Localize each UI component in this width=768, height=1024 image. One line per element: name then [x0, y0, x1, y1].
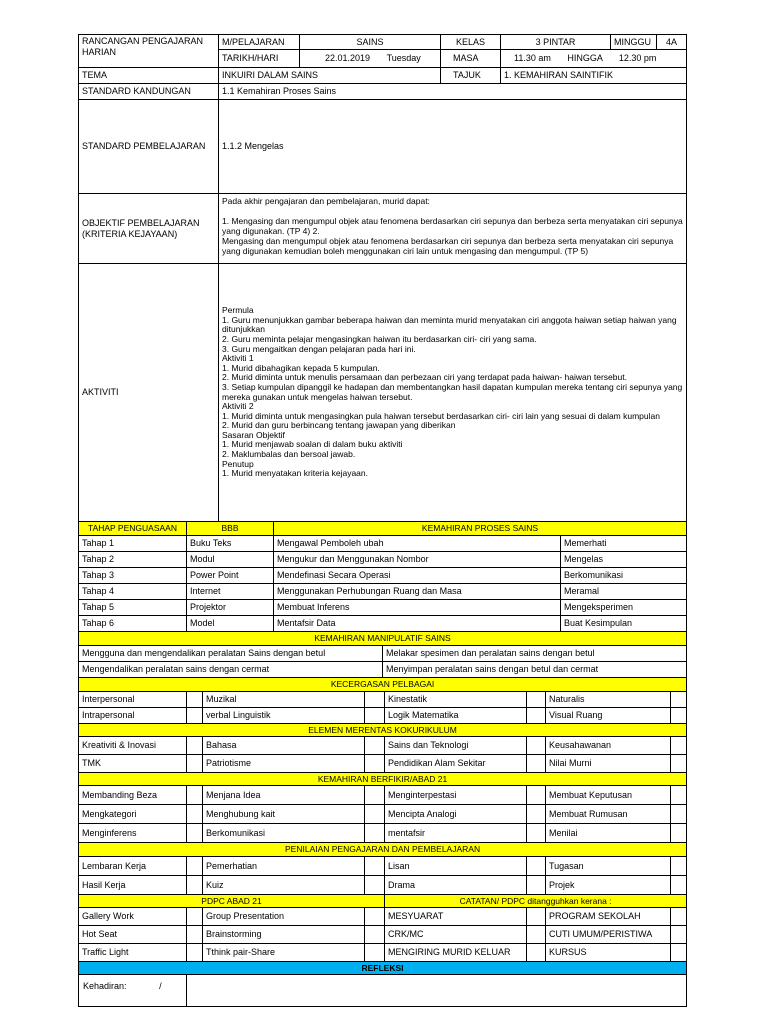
checkbox-cell[interactable]	[527, 708, 546, 724]
pdpc-item: Hot Seat	[79, 926, 187, 944]
checkbox-cell[interactable]	[671, 805, 687, 824]
content-standard-value: 1.1 Kemahiran Proses Sains	[219, 84, 687, 100]
assessment-table	[78, 842, 687, 895]
checkbox-cell[interactable]	[527, 755, 546, 773]
pdpc-item: Brainstorming	[203, 926, 365, 944]
learning-standard-value: 1.1.2 Mengelas	[219, 100, 687, 194]
cross-item: Keusahawanan	[546, 737, 671, 755]
postponed-reason: CUTI UMUM/PERISTIWA	[546, 926, 671, 944]
date-value: 22.01.2019	[325, 53, 371, 63]
checkbox-cell[interactable]	[187, 876, 203, 895]
thinking-item: Membuat Keputusan	[546, 786, 671, 805]
postponed-notes-header: CATATAN/ PDPC ditangguhkan kerana :	[385, 895, 687, 908]
checkbox-cell[interactable]	[671, 876, 687, 895]
cross-item: Kreativiti & Inovasi	[79, 737, 187, 755]
checkbox-cell[interactable]	[187, 926, 203, 944]
thinking-skills-table	[78, 772, 687, 843]
subject-label: M/PELAJARAN	[219, 35, 300, 50]
postponed-reason: KURSUS	[546, 944, 671, 962]
lesson-plan-sheet	[78, 34, 686, 1007]
checkbox-cell[interactable]	[671, 926, 687, 944]
time-label: MASA	[441, 50, 501, 68]
process-skill: Menggunakan Perhubungan Ruang dan Masa	[274, 584, 561, 600]
thinking-item: Menginferens	[79, 824, 187, 843]
manipulative-item: Melakar spesimen dan peralatan sains dengan betul	[383, 646, 687, 662]
intelligence-header: KECERGASAN PELBAGAI	[79, 678, 687, 692]
checkbox-cell[interactable]	[671, 708, 687, 724]
checkbox-cell[interactable]	[187, 737, 203, 755]
cross-item: Patriotisme	[203, 755, 365, 773]
checkbox-cell[interactable]	[671, 786, 687, 805]
pdpc-item: Gallery Work	[79, 908, 187, 926]
plan-title: RANCANGAN PENGAJARAN HARIAN	[79, 35, 219, 68]
checkbox-cell[interactable]	[187, 857, 203, 876]
checkbox-cell[interactable]	[187, 786, 203, 805]
checkbox-cell[interactable]	[365, 944, 385, 962]
cross-item: Bahasa	[203, 737, 365, 755]
assessment-item: Projek	[546, 876, 671, 895]
checkbox-cell[interactable]	[527, 926, 546, 944]
learning-standard-label: STANDARD PEMBELAJARAN	[79, 100, 219, 194]
process-skills-header: KEMAHIRAN PROSES SAINS	[274, 522, 687, 536]
checkbox-cell[interactable]	[527, 805, 546, 824]
thinking-item: Menghubung kait	[203, 805, 365, 824]
checkbox-cell[interactable]	[527, 908, 546, 926]
pdpc-table	[78, 894, 687, 962]
theme-value: INKUIRI DALAM SAINS	[219, 68, 441, 84]
week-value: 4A	[657, 35, 687, 50]
theme-label: TEMA	[79, 68, 219, 84]
manipulative-header: KEMAHIRAN MANIPULATIF SAINS	[79, 632, 687, 646]
process-skill: Mengeksperimen	[561, 600, 687, 616]
thinking-item: Mengkategori	[79, 805, 187, 824]
checkbox-cell[interactable]	[671, 755, 687, 773]
attendance-separator: /	[159, 981, 162, 991]
checkbox-cell[interactable]	[365, 876, 385, 895]
manipulative-item: Mengendalikan peralatan sains dengan cermat	[79, 662, 383, 678]
checkbox-cell[interactable]	[365, 857, 385, 876]
checkbox-cell[interactable]	[187, 805, 203, 824]
pdpc-item: Group Presentation	[203, 908, 365, 926]
checkbox-cell[interactable]	[365, 755, 385, 773]
date-label: TARIKH/HARI	[219, 50, 300, 68]
checkbox-cell[interactable]	[671, 857, 687, 876]
week-label: MINGGU	[611, 35, 657, 50]
cross-item: TMK	[79, 755, 187, 773]
manipulative-item: Mengguna dan mengendalikan peralatan Sains dengan betul	[79, 646, 383, 662]
bbb-item: Internet	[187, 584, 274, 600]
checkbox-cell[interactable]	[671, 908, 687, 926]
thinking-item: Mencipta Analogi	[385, 805, 527, 824]
checkbox-cell[interactable]	[527, 824, 546, 843]
process-skill: Mengukur dan Menggunakan Nombor	[274, 552, 561, 568]
thinking-item: Menginterpestasi	[385, 786, 527, 805]
cross-curricular-table	[78, 723, 687, 773]
reflection-notes-cell[interactable]	[187, 975, 687, 1007]
assessment-item: Hasil Kerja	[79, 876, 187, 895]
assessment-item: Pemerhatian	[203, 857, 365, 876]
intelligence-item: Intrapersonal	[79, 708, 187, 724]
class-label: KELAS	[441, 35, 501, 50]
topic-label: TAJUK	[441, 68, 501, 84]
checkbox-cell[interactable]	[187, 708, 203, 724]
date-cell	[300, 50, 441, 68]
cross-curricular-header: ELEMEN MERENTAS KOKURIKULUM	[79, 724, 687, 737]
intelligence-item: Visual Ruang	[546, 708, 671, 724]
postponed-reason: CRK/MC	[385, 926, 527, 944]
checkbox-cell[interactable]	[365, 926, 385, 944]
checkbox-cell[interactable]	[187, 755, 203, 773]
intelligence-item: Naturalis	[546, 692, 671, 708]
checkbox-cell[interactable]	[671, 824, 687, 843]
intelligence-item: Kinestatik	[385, 692, 527, 708]
intelligence-item: verbal Linguistik	[203, 708, 365, 724]
process-skill: Membuat Inferens	[274, 600, 561, 616]
checkbox-cell[interactable]	[671, 692, 687, 708]
thinking-item: mentafsir	[385, 824, 527, 843]
bbb-item: Power Point	[187, 568, 274, 584]
thinking-item: Menjana Idea	[203, 786, 365, 805]
intelligence-table	[78, 677, 687, 724]
process-skill: Mengawal Pemboleh ubah	[274, 536, 561, 552]
bbb-item: Buku Teks	[187, 536, 274, 552]
mastery-level: Tahap 1	[79, 536, 187, 552]
checkbox-cell[interactable]	[365, 786, 385, 805]
assessment-item: Drama	[385, 876, 527, 895]
checkbox-cell[interactable]	[365, 737, 385, 755]
pdpc-item: Traffic Light	[79, 944, 187, 962]
time-range-cell	[501, 50, 687, 68]
process-skill: Meramal	[561, 584, 687, 600]
mastery-level: Tahap 5	[79, 600, 187, 616]
thinking-item: Menilai	[546, 824, 671, 843]
checkbox-cell[interactable]	[187, 692, 203, 708]
assessment-item: Lembaran Kerja	[79, 857, 187, 876]
checkbox-cell[interactable]	[527, 786, 546, 805]
class-value: 3 PINTAR	[501, 35, 611, 50]
cross-item: Pendidikan Alam Sekitar	[385, 755, 527, 773]
mastery-level: Tahap 2	[79, 552, 187, 568]
checkbox-cell[interactable]	[365, 908, 385, 926]
checkbox-cell[interactable]	[187, 824, 203, 843]
checkbox-cell[interactable]	[671, 944, 687, 962]
reflection-table	[78, 961, 687, 1007]
process-skill: Buat Kesimpulan	[561, 616, 687, 632]
bbb-item: Model	[187, 616, 274, 632]
process-skill: Mentafsir Data	[274, 616, 561, 632]
objective-text: Pada akhir pengajaran dan pembelajaran, murid dapat: 1. Mengasing dan mengumpul objek atau fenomena berdasarkan ciri sepunya dan berbeza serta menyatakan ciri sepunya yang digunakan. (TP 4) 2. Mengasing dan mengumpul objek atau fenomena berdasarkan ciri sepunya dan berbeza serta menyatakan ciri sepunya yang digunakan kemudian boleh menggunakan ciri lain untuk mengasing dan mengumpul. (TP 5)	[219, 194, 687, 264]
attendance-cell[interactable]	[79, 975, 187, 1007]
process-skill: Memerhati	[561, 536, 687, 552]
activity-text: Permula 1. Guru menunjukkan gambar beberapa haiwan dan meminta murid menyatakan ciri anggota haiwan setiap haiwan yang ditunjukkan 2. Guru meminta pelajar mengasingkan haiwan itu berdasarkan ciri- ciri yang sama. 3. Guru mengaitkan dengan pelajaran pada hari ini. Aktiviti 1 1. Murid dibahagikan kepada 5 kumpulan. 2. Murid diminta untuk menulis persamaan dan perbezaan ciri yang terdapat pada haiwan- haiwan tersebut. 3. Setiap kumpulan dipanggil ke hadapan dan membentangkan hasil dapatan kumpulan mereka tentang ciri sepunya yang mereka gunakan untuk mengelas haiwan tersebut. Aktiviti 2 1. Murid diminta untuk mengasingkan pula haiwan tersebut berdasarkan ciri- ciri lain yang sesuai di dalam kumpulan 2. Murid dan guru berbincang tentang jawapan yang diberikan Sasaran Objektif 1. Murid menjawab soalan di dalam buku aktiviti 2. Maklumbalas dan bersoal jawab. Penutup 1. Murid menyatakan kriteria kejayaan.	[219, 264, 687, 522]
checkbox-cell[interactable]	[187, 908, 203, 926]
mastery-level: Tahap 4	[79, 584, 187, 600]
checkbox-cell[interactable]	[365, 824, 385, 843]
bbb-item: Projektor	[187, 600, 274, 616]
checkbox-cell[interactable]	[671, 737, 687, 755]
checkbox-cell[interactable]	[527, 737, 546, 755]
thinking-item: Membuat Rumusan	[546, 805, 671, 824]
checkbox-cell[interactable]	[527, 944, 546, 962]
assessment-item: Lisan	[385, 857, 527, 876]
assessment-header: PENILAIAN PENGAJARAN DAN PEMBELAJARAN	[79, 843, 687, 857]
checkbox-cell[interactable]	[187, 944, 203, 962]
postponed-reason: MENGIRING MURID KELUAR	[385, 944, 527, 962]
checkbox-cell[interactable]	[365, 692, 385, 708]
reflection-header: REFLEKSI	[79, 962, 687, 975]
checkbox-cell[interactable]	[365, 708, 385, 724]
day-value: Tuesday	[386, 53, 421, 63]
process-skill: Mengelas	[561, 552, 687, 568]
intelligence-item: Muzikal	[203, 692, 365, 708]
intelligence-item: Interpersonal	[79, 692, 187, 708]
activity-label: AKTIVITI	[79, 264, 219, 522]
pdpc-item: Tthink pair-Share	[203, 944, 365, 962]
pdpc-header: PDPC ABAD 21	[79, 895, 385, 908]
time-until: HINGGA	[567, 53, 603, 63]
checkbox-cell[interactable]	[527, 692, 546, 708]
checkbox-cell[interactable]	[365, 805, 385, 824]
mastery-level: Tahap 6	[79, 616, 187, 632]
subject-value: SAINS	[300, 35, 441, 50]
thinking-item: Berkomunikasi	[203, 824, 365, 843]
thinking-item: Membanding Beza	[79, 786, 187, 805]
time-end: 12.30 pm	[618, 53, 657, 63]
thinking-skills-header: KEMAHIRAN BERFIKIR/ABAD 21	[79, 773, 687, 786]
mastery-level: Tahap 3	[79, 568, 187, 584]
cross-item: Nilai Murni	[546, 755, 671, 773]
bbb-item: Modul	[187, 552, 274, 568]
assessment-item: Kuiz	[203, 876, 365, 895]
process-skill: Mendefinasi Secara Operasi	[274, 568, 561, 584]
cross-item: Sains dan Teknologi	[385, 737, 527, 755]
attendance-label: Kehadiran:	[83, 981, 127, 991]
time-start: 11.30 am	[514, 53, 551, 63]
intelligence-item: Logik Matematika	[385, 708, 527, 724]
content-standard-label: STANDARD KANDUNGAN	[79, 84, 219, 100]
topic-value: 1. KEMAHIRAN SAINTIFIK	[501, 68, 687, 84]
checkbox-cell[interactable]	[527, 857, 546, 876]
process-skill: Berkomunikasi	[561, 568, 687, 584]
checkbox-cell[interactable]	[527, 876, 546, 895]
manipulative-item: Menyimpan peralatan sains dengan betul dan cermat	[383, 662, 687, 678]
lesson-header-table	[78, 34, 687, 522]
manipulative-table	[78, 631, 687, 678]
postponed-reason: PROGRAM SEKOLAH	[546, 908, 671, 926]
bbb-header: BBB	[187, 522, 274, 536]
postponed-reason: MESYUARAT	[385, 908, 527, 926]
objective-label: OBJEKTIF PEMBELAJARAN (KRITERIA KEJAYAAN)	[79, 194, 219, 264]
mastery-table	[78, 521, 687, 632]
mastery-header: TAHAP PENGUASAAN	[79, 522, 187, 536]
assessment-item: Tugasan	[546, 857, 671, 876]
